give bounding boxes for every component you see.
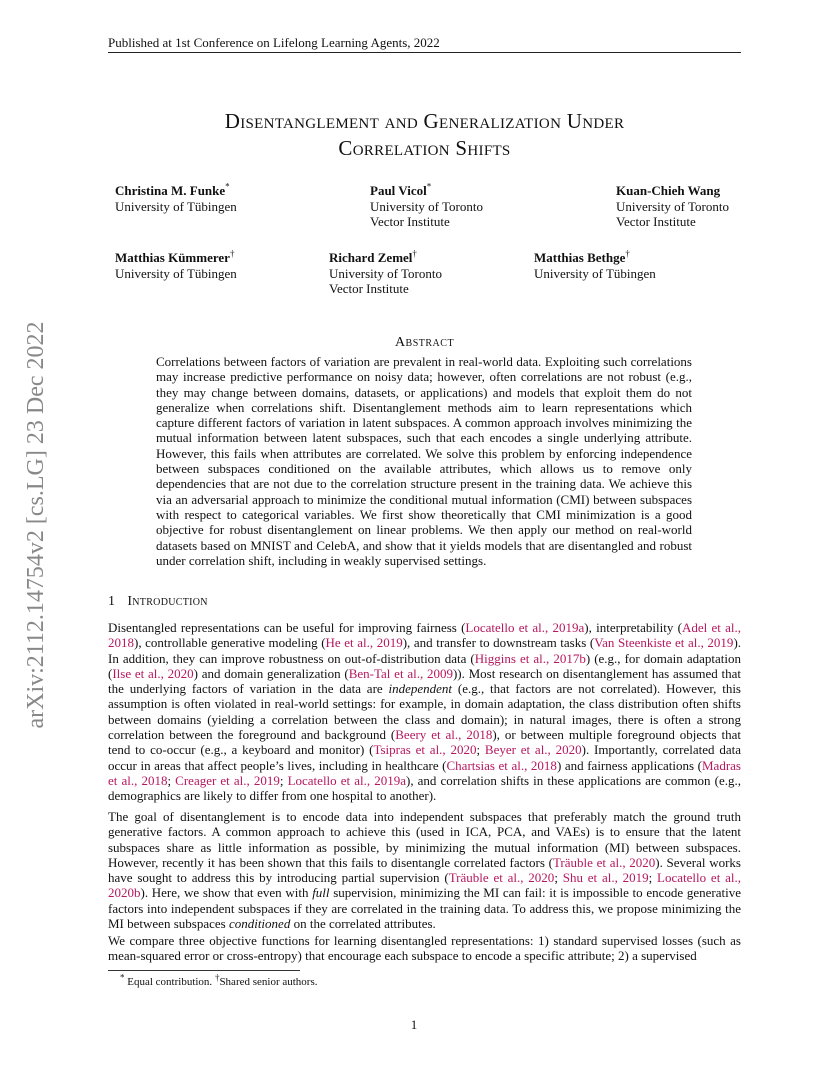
citation-link[interactable]: Locatello et al., 2019a [287,772,406,788]
citation-link[interactable]: Ben-Tal et al., 2009 [348,665,453,681]
citation-link[interactable]: He et al., 2019 [325,635,403,651]
arxiv-stamp [15,290,57,760]
citation-link[interactable]: Shu et al., 2019 [562,870,649,886]
author-block [534,250,656,281]
citation-link[interactable]: Ilse et al., 2020 [112,665,194,681]
author-block [115,250,237,281]
footnote: * Equal contribution. †Shared senior authors. [120,972,318,988]
author-name: Kuan-Chieh Wang [616,183,721,198]
footnote-rule [108,970,300,971]
author-block [370,183,483,230]
citation-link[interactable]: Higgins et al., 2017b [474,650,586,666]
citation-link[interactable]: Van Steenkiste et al., 2019 [594,635,734,651]
intro-paragraph-1: Disentangled representations can be useful for improving fairness (Locatello et al., 2019a), interpretability (Adel et al., 2018), controllable generative modeling (He et al., 2019), and transfer to downstream tasks (Van Steenkiste et al., 2019). In addition, they can improve robustness on out-of-distribution data (Higgins et al., 2017b) (e.g., for domain adaptation (Ilse et al., 2020) and domain generalization (Ben-Tal et al., 2009)). Most research on disentanglement has assumed that the underlying factors of variation in the data are independent (e.g., that factors are not correlated). However, this assumption is often violated in real-world settings: for example, in domain adaptation, the class distribution often shifts between domains (yielding a correlation between the class and domain); in natural images, there is often a strong correlation between the foreground and background (Beery et al., 2018), or between multiple foreground objects that tend to co-occur (e.g., a keyboard and monitor) (Tsipras et al., 2020; Beyer et al., 2020). Importantly, correlated data occur in areas that affect people’s lives, including in healthcare (Chartsias et al., 2018) and fairness applications (Madras et al., 2018; Creager et al., 2019; Locatello et al., 2019a), and correlation shifts in these applications are common (e.g., demographics are likely to differ from one hospital to another). [108,620,742,804]
author-name: Christina M. Funke* [115,181,230,198]
citation-link[interactable]: Träuble et al., 2020 [448,870,555,886]
paper-title [108,108,741,162]
running-header: Published at 1st Conference on Lifelong Learning Agents, 2022 [108,35,440,50]
citation-link[interactable]: Adel et al., 2018 [108,620,741,651]
author-block [115,183,237,214]
author-affiliation: University of Toronto [616,198,729,214]
citation-link[interactable]: Beery et al., 2018 [395,727,493,743]
author-block [616,183,729,230]
title-line-2: Correlation Shifts [338,136,511,160]
section-number: 1 [108,594,116,609]
citation-link[interactable]: Tsipras et al., 2020 [373,742,477,758]
title-line-1: Disentanglement and Generalization Under [224,109,625,133]
citation-link[interactable]: Chartsias et al., 2018 [446,757,557,773]
author-affiliation: University of Tübingen [115,265,237,281]
author-affiliation: Vector Institute [329,281,409,296]
citation-link[interactable]: Madras et al., 2018 [108,757,741,788]
intro-paragraph-2: The goal of disentanglement is to encode data into independent subspaces that preferably match the ground truth generative factors. A common approach to achieve this (used in ICA, PCA, and VAEs) is to ensure that the latent subspaces share as little information as possible, by minimizing the mutual information (MI) between subspaces. However, recently it has been shown that this fails to disentangle correlated factors (Träuble et al., 2020). Several works have sought to address this by introducing partial supervision (Träuble et al., 2020; Shu et al., 2019; Locatello et al., 2020b). Here, we show that even with full supervision, minimizing the MI can fail: it is impossible to encode generative factors into independent subspaces if they are correlated in the training data. To address this, we propose minimizing the MI between subspaces conditioned on the correlated attributes. [108,809,741,932]
author-block [329,250,442,297]
citation-link[interactable]: Creager et al., 2019 [175,772,280,788]
author-affiliation: University of Toronto [329,265,442,281]
abstract-text: Correlations between factors of variation are prevalent in real-world data. Exploiting such correlations may increase predictive performance on noisy data; however, often correlations are not robust (e.g., they may change between domains, datasets, or applications) and models that exploit them do not generalize when correlations shift. Disentanglement methods aim to learn representations which capture different factors of variation in latent subspaces. A common approach involves minimizing the mutual information between latent subspaces, such that each encodes a single underlying attribute. However, this fails when attributes are correlated. We solve this problem by enforcing independence between subspaces conditioned on the available attributes, which allows us to remove only dependencies that are not due to the correlation structure present in the training data. We achieve this via an adversarial approach to minimize the conditional mutual information (CMI) between subspaces with respect to categorical variables. We first show theoretically that CMI minimization is a good objective for robust disentanglement on linear problems. We then apply our method on real-world datasets based on MNIST and CelebA, and show that it yields models that are disentangled and robust under correlation shift, including in weakly supervised settings. [156,354,692,568]
abstract-heading: Abstract [394,335,455,350]
author-affiliation: Vector Institute [370,214,450,229]
section-title: Introduction [127,594,208,609]
citation-link[interactable]: Locatello et al., 2020b [108,870,741,901]
author-name: Paul Vicol* [370,181,432,198]
citation-link[interactable]: Locatello et al., 2019a [465,620,585,635]
author-affiliation: University of Tübingen [115,198,237,214]
author-name: Matthias Kümmerer† [115,248,235,265]
arxiv-stamp-text: arXiv:2112.14754v2 [cs.LG] 23 Dec 2022 [23,321,49,729]
header-rule [108,52,741,53]
author-affiliation: University of Toronto [370,198,483,214]
section-heading [108,594,208,610]
page-number: 1 [410,1017,418,1032]
intro-paragraph-3: We compare three objective functions for learning disentangled representations: 1) standard supervised losses (such as mean-squared error or cross-entropy) that encourage each subspace to encode a specific attribute; 2) a supervised [108,933,741,964]
author-affiliation: Vector Institute [616,214,696,229]
author-name: Richard Zemel† [329,248,417,265]
citation-link[interactable]: Beyer et al., 2020 [484,742,582,758]
author-name: Matthias Bethge† [534,248,630,265]
author-affiliation: University of Tübingen [534,265,656,281]
citation-link[interactable]: Träuble et al., 2020 [552,854,656,870]
